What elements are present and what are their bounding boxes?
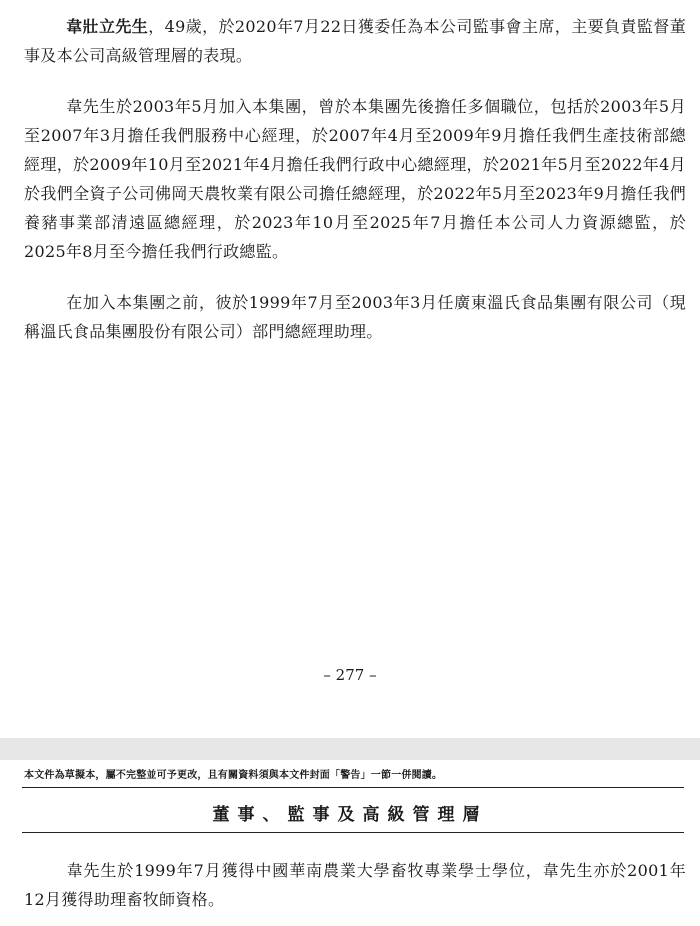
draft-notice: 本文件為草擬本，屬不完整並可予更改，且有關資料須與本文件封面「警告」一節一併閱讀。 [24,770,443,781]
header-rule-bottom [22,832,684,833]
header-rule-top [22,787,684,788]
education-paragraph [24,856,686,914]
document-next-page [0,760,700,926]
person-name: 韋壯立先生 [66,17,149,36]
career-text: 韋先生於2003年5月加入本集團，曾於本集團先後擔任多個職位，包括於2003年5月至2007年3月擔任我們服務中心經理，於2007年4月至2009年9月擔任我們生產技術部總經理，於2009年10月至2021年4月擔任我們行政中心總經理，於2021年5月至2022年4月於我們全資子公司佛岡天農牧業有限公司擔任總經理，於2022年5月至2023年9月擔任我們養豬事業部清遠區總經理，於2023年10月至2025年7月擔任本公司人力資源總監，於2025年8月至今擔任我們行政總監。 [24,97,686,261]
page-separator [0,738,700,760]
career-paragraph [24,92,686,266]
section-title: 董事、監事及高級管理層 [212,805,488,825]
prior-experience-paragraph [24,288,686,346]
education-text: 韋先生於1999年7月獲得中國華南農業大學畜牧專業學士學位，韋先生亦於2001年12月獲得助理畜牧師資格。 [24,861,686,909]
prior-experience-text: 在加入本集團之前，彼於1999年7月至2003年3月任廣東溫氏食品集團有限公司（現稱溫氏食品集團股份有限公司）部門總經理助理。 [24,293,686,341]
bio-intro-paragraph [24,12,686,70]
page-number: – 277 – [323,666,377,684]
bio-intro-text: ，49歲，於2020年7月22日獲委任為本公司監事會主席，主要負責監督董事及本公司高級管理層的表現。 [24,17,686,65]
